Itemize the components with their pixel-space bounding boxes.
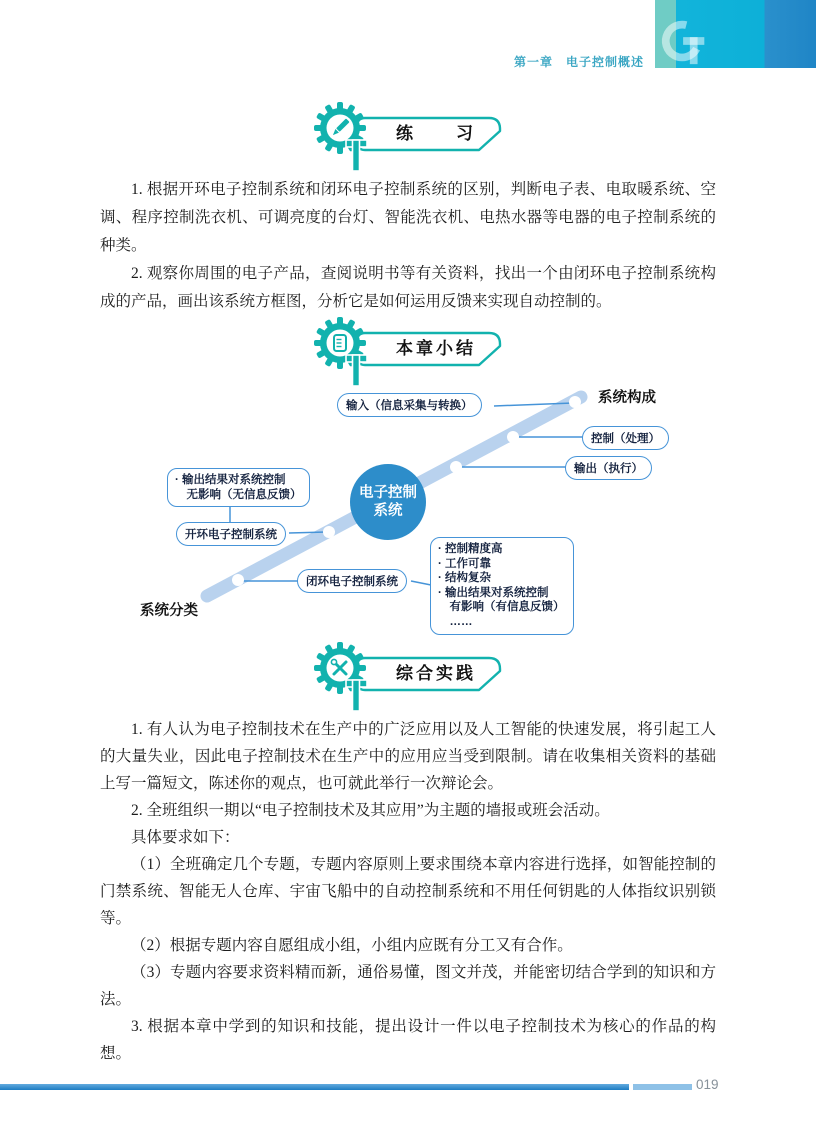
practice-section-banner (308, 640, 518, 712)
chapter-header: 第一章 电子控制概述 (513, 55, 644, 69)
feature-line: · 控制精度高 (438, 543, 503, 555)
gt-logo-icon (657, 14, 715, 68)
gear-notes-icon (308, 315, 372, 393)
footer-accent-bar (633, 1084, 692, 1090)
summary-section-banner (308, 315, 518, 387)
paragraph: 3. 根据本章中学到的知识和技能，提出设计一件以电子控制技术为核心的作品的构想。 (100, 1018, 716, 1062)
closed-loop-features (430, 537, 574, 635)
paragraph: 1. 有人认为电子控制技术在生产中的广泛应用以及人工智能的快速发展，将引起工人的大量失业，因此电子控制技术在生产中的应用应当受到限制。请在收集相关资料的基础上写一篇短文，陈述你的观点，也可就此举行一次辩论会。 (100, 721, 716, 792)
node-open-loop: 开环电子控制系统 (176, 522, 286, 546)
node-output: 输出（执行） (565, 456, 652, 480)
open-loop-note (167, 468, 310, 507)
paragraph: 2. 全班组织一期以“电子控制技术及其应用”为主题的墙报或班会活动。 (131, 802, 610, 819)
node-closed-loop: 闭环电子控制系统 (297, 569, 407, 593)
feature-line: · 输出结果对系统控制 (438, 586, 549, 599)
central-topic-line2: 系统 (373, 503, 403, 519)
summary-title: 本章小结 (396, 339, 476, 358)
feature-line: …… (438, 615, 473, 628)
feature-line: · 结构复杂 (438, 572, 492, 585)
node-control: 控制（处理） (582, 426, 669, 450)
central-topic-line1: 电子控制 (359, 485, 417, 501)
gear-pencil-icon (308, 100, 372, 178)
exercise-section-banner (308, 100, 518, 172)
practice-title: 综合实践 (396, 664, 476, 683)
paragraph: （2）根据专题内容自愿组成小组，小组内应既有分工又有合作。 (131, 937, 573, 954)
chapter-summary-mindmap (0, 385, 816, 643)
branch-label-construction: 系统构成 (598, 390, 656, 406)
central-topic-node (350, 464, 426, 540)
corner-decoration (655, 0, 816, 68)
note-line: · 输出结果对系统控制 (175, 474, 286, 486)
paragraph: 2. 观察你周围的电子产品，查阅说明书等有关资料，找出一个由闭环电子控制系统构成的产品，画出该系统方框图，分析它是如何运用反馈来实现自动控制的。 (100, 265, 716, 310)
exercise-text-block (100, 176, 716, 316)
branch-label-classification: 系统分类 (140, 603, 198, 619)
feature-line: 有影响（有信息反馈） (438, 601, 565, 614)
paragraph: 1. 根据开环电子控制系统和闭环电子控制系统的区别，判断电子表、电取暖系统、空调、程序控制洗衣机、可调亮度的台灯、智能洗衣机、电热水器等电器的电子控制系统的种类。 (100, 181, 716, 254)
note-line: 无影响（无信息反馈） (175, 488, 302, 501)
node-input: 输入（信息采集与转换） (337, 393, 482, 417)
exercise-title: 练 习 (396, 124, 476, 143)
feature-line: · 工作可靠 (438, 557, 492, 570)
footer-rule-bar (0, 1084, 629, 1090)
paragraph: （3）专题内容要求资料精而新，通俗易懂，图文并茂，并能密切结合学到的知识和方法。 (100, 964, 716, 1008)
page-number: 019 (696, 1077, 719, 1092)
gear-tools-icon (308, 640, 372, 718)
paragraph: 具体要求如下： (131, 829, 240, 846)
paragraph: （1）全班确定几个专题，专题内容原则上要求围绕本章内容进行选择，如智能控制的门禁系统、智能无人仓库、宇宙飞船中的自动控制系统和不用任何钥匙的人体指纹识别锁等。 (100, 856, 716, 927)
practice-text-block (100, 716, 716, 1067)
